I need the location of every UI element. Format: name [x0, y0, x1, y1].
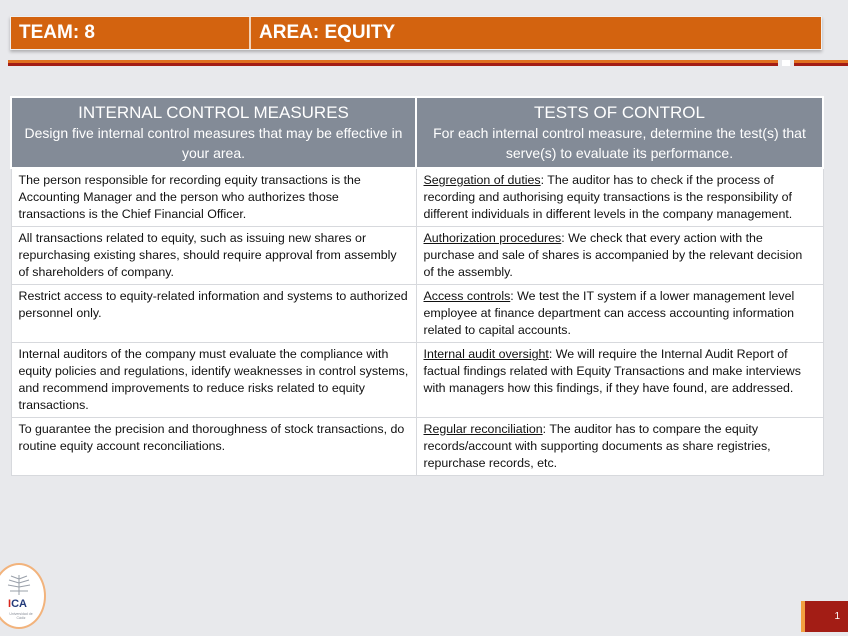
test-label: Access controls [423, 289, 511, 303]
measure-cell: All transactions related to equity, such as issuing new shares or repurchasing existing shares, should require approval from assembly of shareholders of company. [11, 227, 416, 285]
test-label: Authorization procedures [423, 231, 562, 245]
logo-wordmark [8, 598, 27, 610]
test-cell [416, 168, 823, 227]
measures-header-title: INTERNAL CONTROL MEASURES [78, 103, 349, 122]
table-header-row [11, 97, 823, 168]
test-label: Segregation of duties [423, 173, 541, 187]
slide-header [10, 16, 822, 50]
measure-cell: Internal auditors of the company must evaluate the compliance with equity policies and regulations, identify weaknesses in control systems, and recommend improvements to reduce risks related to equity transactions. [11, 343, 416, 418]
university-crest-icon [2, 573, 36, 599]
logo-accent-letter: I [8, 598, 12, 610]
measures-column-header [11, 97, 416, 168]
measures-header-subtitle: Design five internal control measures that may be effective in your area. [24, 125, 403, 161]
test-text: : The auditor has to check if the process of recording and authorising equity transactions is the responsibility of different individuals in different levels in the company management. [423, 173, 793, 221]
internal-controls-table [10, 96, 824, 476]
test-text: : The auditor has to compare the equity records/account with supporting documents as share registries, repurchase records, etc. [423, 422, 771, 470]
measure-cell: Restrict access to equity-related information and systems to authorized personnel only. [11, 285, 416, 343]
table-row [11, 227, 823, 285]
team-label: TEAM: 8 [11, 17, 251, 49]
table-row [11, 418, 823, 476]
test-text: : We check that every action with the purchase and sale of shares is accompanied by the relevant decision of the assembly. [423, 231, 803, 279]
decorative-stripe-red [8, 63, 778, 66]
tests-column-header [416, 97, 823, 168]
table-row [11, 168, 823, 227]
test-cell [416, 343, 823, 418]
test-cell [416, 285, 823, 343]
test-text: : We will require the Internal Audit Report of factual findings related with Equity Transactions and make interviews with managers how this findings, if they have found, are addressed. [423, 347, 801, 395]
measure-cell: The person responsible for recording equity transactions is the Accounting Manager and the person who authorizes those transactions is the Chief Financial Officer. [11, 168, 416, 227]
table-row [11, 343, 823, 418]
test-cell [416, 227, 823, 285]
test-cell [416, 418, 823, 476]
tests-header-title: TESTS OF CONTROL [534, 103, 705, 122]
measure-cell: To guarantee the precision and thoroughness of stock transactions, do routine equity account reconciliations. [11, 418, 416, 476]
test-label: Internal audit oversight [423, 347, 549, 361]
test-text: : We test the IT system if a lower management level employee at finance department can access accounting information related to capital accounts. [423, 289, 795, 337]
table-row [11, 285, 823, 343]
decorative-stripe-gap [782, 60, 790, 66]
area-label: AREA: EQUITY [259, 22, 396, 43]
test-label: Regular reconciliation [423, 422, 543, 436]
university-logo [0, 563, 46, 629]
page-number: 1 [805, 601, 848, 632]
tests-header-subtitle: For each internal control measure, determine the test(s) that serve(s) to evaluate its performance. [433, 125, 806, 161]
decorative-stripe-red-right [794, 63, 848, 66]
logo-caption: Universidad de Cádiz [9, 612, 33, 620]
logo-letters: CA [11, 598, 27, 610]
